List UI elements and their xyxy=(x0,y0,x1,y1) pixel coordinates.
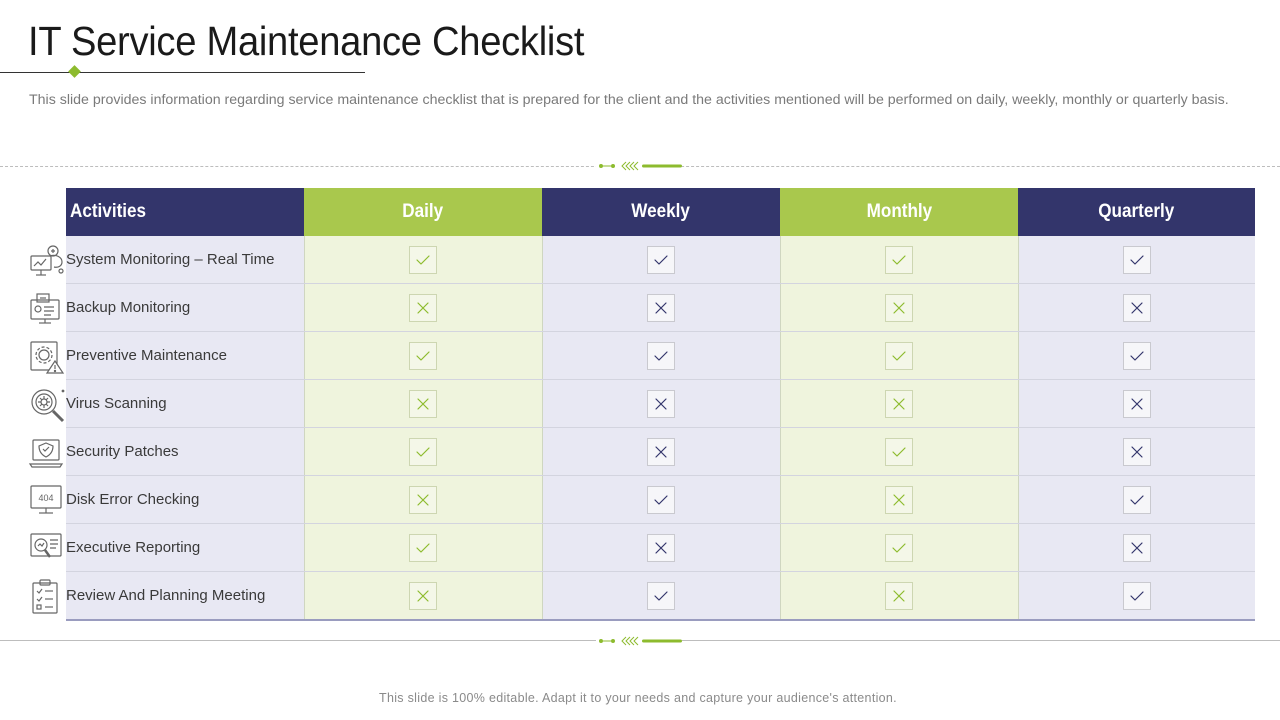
cell-monthly xyxy=(780,236,1018,284)
cross-icon xyxy=(647,390,675,418)
cell-monthly xyxy=(780,284,1018,332)
cell-daily xyxy=(304,380,542,428)
check-icon xyxy=(409,342,437,370)
table-header-row xyxy=(66,188,1255,236)
shield-laptop-icon xyxy=(28,434,66,472)
title-underline xyxy=(0,72,365,73)
check-icon xyxy=(1123,582,1151,610)
check-icon xyxy=(647,246,675,274)
cell-weekly xyxy=(542,236,780,284)
activity-label: Preventive Maintenance xyxy=(66,332,304,380)
cell-daily xyxy=(304,476,542,524)
check-icon xyxy=(1123,342,1151,370)
check-icon xyxy=(885,246,913,274)
cell-quarterly xyxy=(1018,476,1255,524)
cell-monthly xyxy=(780,476,1018,524)
divider-ornament-icon xyxy=(596,161,682,171)
activity-label: Security Patches xyxy=(66,428,304,476)
header-monthly: Monthly xyxy=(780,188,1018,236)
error-404-monitor-icon xyxy=(28,482,66,520)
title-diamond-icon xyxy=(68,65,81,78)
check-icon xyxy=(885,534,913,562)
slide-title: IT Service Maintenance Checklist xyxy=(28,18,585,64)
check-icon xyxy=(885,438,913,466)
table-row xyxy=(66,524,1255,572)
checklist-table xyxy=(66,188,1255,621)
cross-icon xyxy=(885,390,913,418)
cell-monthly xyxy=(780,524,1018,572)
cell-weekly xyxy=(542,572,780,621)
cell-daily xyxy=(304,572,542,621)
backup-monitor-icon xyxy=(28,290,66,328)
cell-weekly xyxy=(542,284,780,332)
cross-icon xyxy=(1123,438,1151,466)
check-icon xyxy=(1123,486,1151,514)
activity-label: System Monitoring – Real Time xyxy=(66,236,304,284)
slide-footer: This slide is 100% editable. Adapt it to your needs and capture your audience's attention. xyxy=(379,691,897,705)
check-icon xyxy=(647,342,675,370)
cell-monthly xyxy=(780,428,1018,476)
table-row xyxy=(66,380,1255,428)
virus-magnifier-icon xyxy=(28,386,66,424)
cross-icon xyxy=(885,582,913,610)
gear-warning-icon xyxy=(28,338,66,376)
header-weekly: Weekly xyxy=(542,188,780,236)
cell-daily xyxy=(304,284,542,332)
table-row xyxy=(66,284,1255,332)
cell-quarterly xyxy=(1018,428,1255,476)
cell-daily xyxy=(304,428,542,476)
table-row xyxy=(66,236,1255,284)
check-icon xyxy=(885,342,913,370)
cell-weekly xyxy=(542,332,780,380)
divider-ornament-icon xyxy=(596,636,682,646)
table-row xyxy=(66,428,1255,476)
header-quarterly: Quarterly xyxy=(1018,188,1255,236)
activity-label: Disk Error Checking xyxy=(66,476,304,524)
cell-weekly xyxy=(542,476,780,524)
check-icon xyxy=(647,582,675,610)
activity-label: Backup Monitoring xyxy=(66,284,304,332)
check-icon xyxy=(409,438,437,466)
cross-icon xyxy=(647,438,675,466)
cross-icon xyxy=(1123,534,1151,562)
check-icon xyxy=(1123,246,1151,274)
cross-icon xyxy=(885,486,913,514)
cross-icon xyxy=(885,294,913,322)
cell-daily xyxy=(304,236,542,284)
report-magnifier-icon xyxy=(28,530,66,568)
cell-quarterly xyxy=(1018,524,1255,572)
cell-weekly xyxy=(542,524,780,572)
header-activities: Activities xyxy=(66,188,304,236)
monitoring-network-icon xyxy=(28,242,66,280)
cell-daily xyxy=(304,332,542,380)
activity-label: Review And Planning Meeting xyxy=(66,572,304,621)
cross-icon xyxy=(409,294,437,322)
check-icon xyxy=(647,486,675,514)
cross-icon xyxy=(1123,294,1151,322)
slide-description: This slide provides information regarding service maintenance checklist that is prepared for the client and the activities mentioned will be performed on daily, weekly, monthly or quarterly basis. xyxy=(29,92,1229,108)
cross-icon xyxy=(647,534,675,562)
cell-monthly xyxy=(780,332,1018,380)
header-daily: Daily xyxy=(304,188,542,236)
table-row xyxy=(66,572,1255,621)
cell-weekly xyxy=(542,428,780,476)
cross-icon xyxy=(409,582,437,610)
svg-text:404: 404 xyxy=(38,493,54,503)
cross-icon xyxy=(409,390,437,418)
cell-weekly xyxy=(542,380,780,428)
cell-monthly xyxy=(780,572,1018,621)
cross-icon xyxy=(409,486,437,514)
cross-icon xyxy=(647,294,675,322)
cross-icon xyxy=(1123,390,1151,418)
cell-quarterly xyxy=(1018,380,1255,428)
check-icon xyxy=(409,534,437,562)
table-row xyxy=(66,476,1255,524)
cell-quarterly xyxy=(1018,236,1255,284)
cell-monthly xyxy=(780,380,1018,428)
table-row xyxy=(66,332,1255,380)
cell-quarterly xyxy=(1018,332,1255,380)
cell-quarterly xyxy=(1018,284,1255,332)
cell-daily xyxy=(304,524,542,572)
activity-label: Virus Scanning xyxy=(66,380,304,428)
check-icon xyxy=(409,246,437,274)
clipboard-checklist-icon xyxy=(28,578,66,616)
cell-quarterly xyxy=(1018,572,1255,621)
activity-label: Executive Reporting xyxy=(66,524,304,572)
